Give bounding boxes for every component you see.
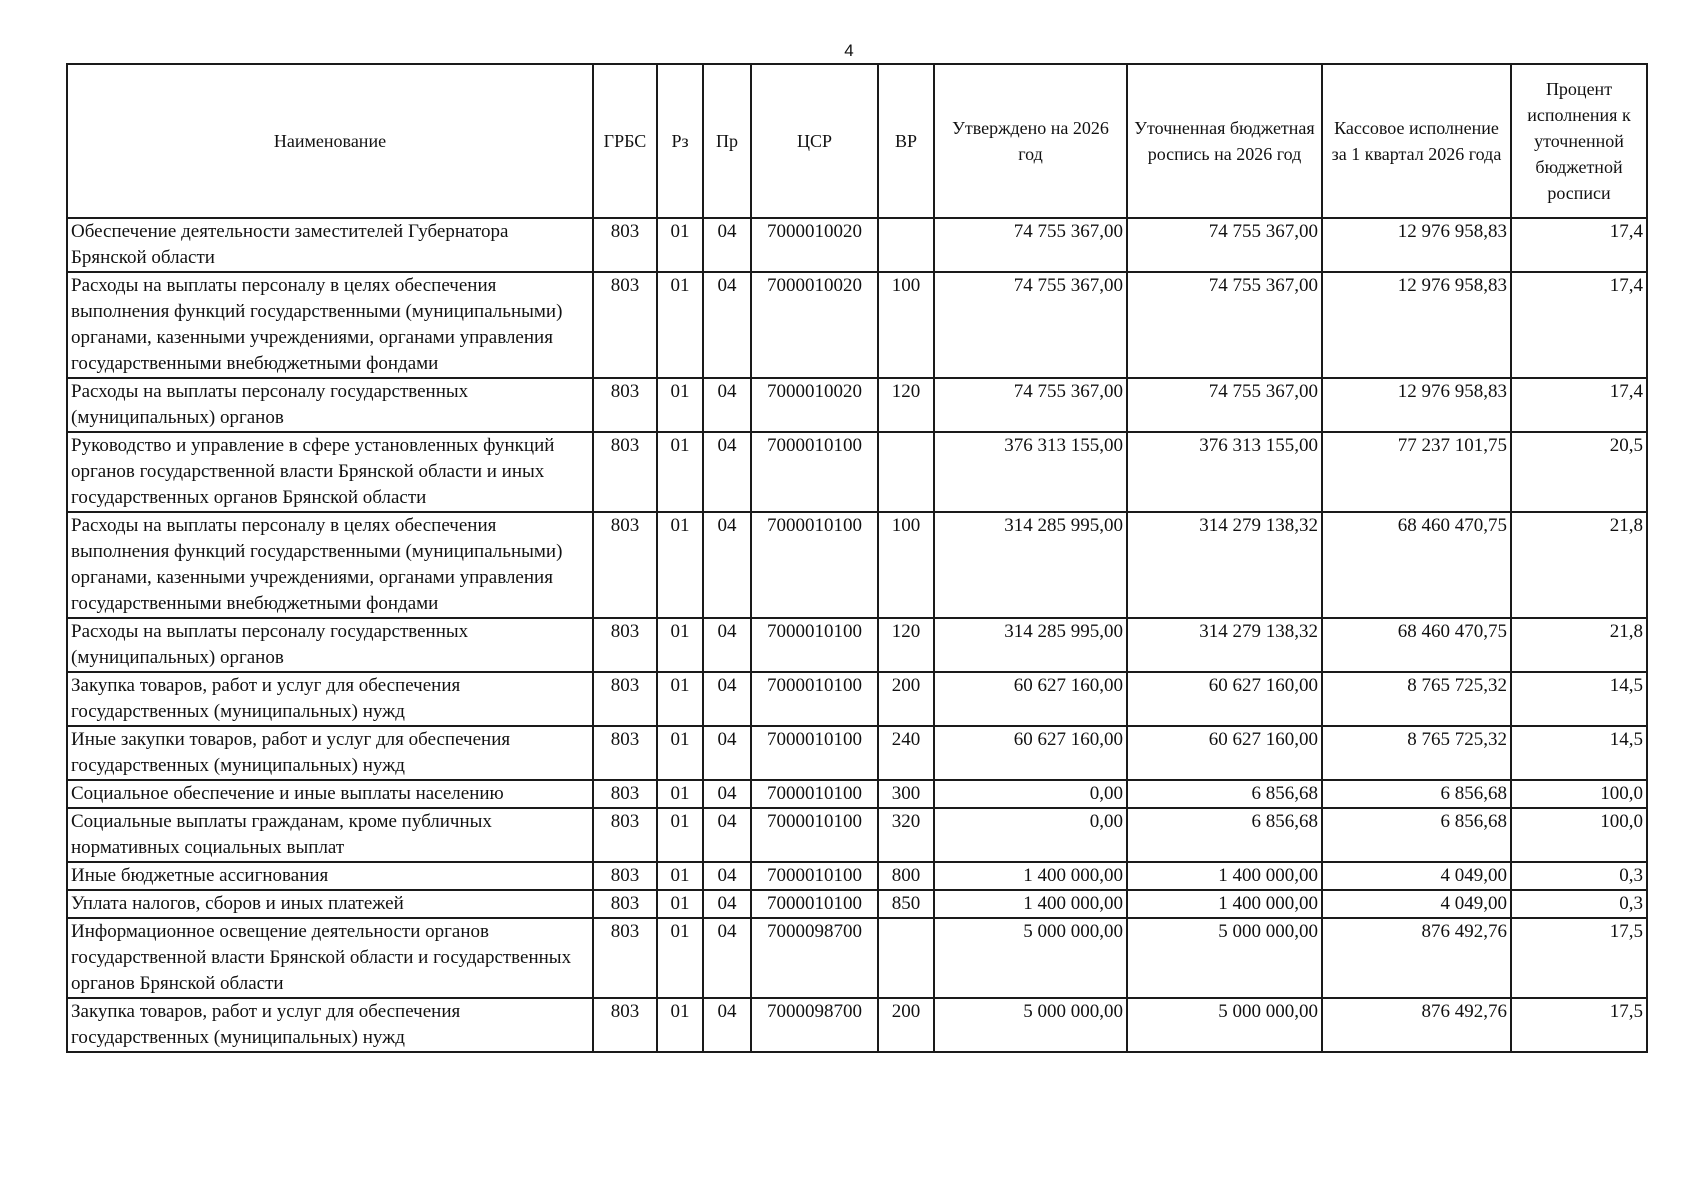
cell-name: Закупка товаров, работ и услуг для обеспечения государственных (муниципальных) нужд <box>67 672 593 726</box>
cell-cash: 6 856,68 <box>1322 808 1511 862</box>
cell-rz: 01 <box>657 890 703 918</box>
cell-csr: 7000098700 <box>751 918 878 998</box>
header-rz: Рз <box>657 64 703 218</box>
cell-vr: 200 <box>878 998 934 1052</box>
cell-cash: 6 856,68 <box>1322 780 1511 808</box>
table-row <box>67 918 1647 998</box>
cell-approved: 60 627 160,00 <box>934 672 1127 726</box>
cell-approved: 376 313 155,00 <box>934 432 1127 512</box>
header-csr: ЦСР <box>751 64 878 218</box>
cell-name: Расходы на выплаты персоналу в целях обеспечения выполнения функций государственными (муниципальными) органами, казенными учреждениями, органами управления государственными внебюджетными фондами <box>67 272 593 378</box>
cell-refined: 74 755 367,00 <box>1127 218 1322 272</box>
table-row <box>67 672 1647 726</box>
cell-percent: 21,8 <box>1511 618 1647 672</box>
cell-refined: 5 000 000,00 <box>1127 998 1322 1052</box>
cell-cash: 8 765 725,32 <box>1322 672 1511 726</box>
cell-cash: 68 460 470,75 <box>1322 512 1511 618</box>
cell-csr: 7000010100 <box>751 432 878 512</box>
cell-vr: 800 <box>878 862 934 890</box>
cell-csr: 7000010100 <box>751 808 878 862</box>
cell-cash: 876 492,76 <box>1322 918 1511 998</box>
cell-percent: 14,5 <box>1511 726 1647 780</box>
cell-pr: 04 <box>703 918 751 998</box>
cell-rz: 01 <box>657 432 703 512</box>
cell-vr: 240 <box>878 726 934 780</box>
cell-rz: 01 <box>657 998 703 1052</box>
cell-vr <box>878 218 934 272</box>
page-number: 4 <box>844 41 854 60</box>
cell-vr <box>878 918 934 998</box>
cell-percent: 17,4 <box>1511 378 1647 432</box>
cell-grbs: 803 <box>593 862 657 890</box>
cell-approved: 60 627 160,00 <box>934 726 1127 780</box>
cell-name: Руководство и управление в сфере установленных функций органов государственной власти Брянской области и иных государственных органов Брянской области <box>67 432 593 512</box>
cell-percent: 20,5 <box>1511 432 1647 512</box>
cell-name: Уплата налогов, сборов и иных платежей <box>67 890 593 918</box>
cell-cash: 4 049,00 <box>1322 862 1511 890</box>
cell-name: Обеспечение деятельности заместителей Губернатора Брянской области <box>67 218 593 272</box>
cell-refined: 314 279 138,32 <box>1127 512 1322 618</box>
header-pr: Пр <box>703 64 751 218</box>
cell-csr: 7000010020 <box>751 218 878 272</box>
cell-cash: 68 460 470,75 <box>1322 618 1511 672</box>
table-row <box>67 378 1647 432</box>
cell-approved: 0,00 <box>934 780 1127 808</box>
table-row <box>67 998 1647 1052</box>
cell-approved: 0,00 <box>934 808 1127 862</box>
cell-grbs: 803 <box>593 890 657 918</box>
cell-name: Информационное освещение деятельности органов государственной власти Брянской области и государственных органов Брянской области <box>67 918 593 998</box>
cell-rz: 01 <box>657 272 703 378</box>
cell-rz: 01 <box>657 512 703 618</box>
cell-grbs: 803 <box>593 726 657 780</box>
cell-percent: 14,5 <box>1511 672 1647 726</box>
cell-pr: 04 <box>703 432 751 512</box>
cell-vr: 120 <box>878 378 934 432</box>
cell-approved: 1 400 000,00 <box>934 890 1127 918</box>
cell-refined: 6 856,68 <box>1127 780 1322 808</box>
cell-grbs: 803 <box>593 672 657 726</box>
cell-approved: 1 400 000,00 <box>934 862 1127 890</box>
header-grbs: ГРБС <box>593 64 657 218</box>
cell-refined: 60 627 160,00 <box>1127 672 1322 726</box>
cell-grbs: 803 <box>593 272 657 378</box>
table-header-row <box>67 64 1647 218</box>
cell-grbs: 803 <box>593 432 657 512</box>
cell-refined: 314 279 138,32 <box>1127 618 1322 672</box>
cell-cash: 12 976 958,83 <box>1322 272 1511 378</box>
cell-pr: 04 <box>703 862 751 890</box>
cell-name: Закупка товаров, работ и услуг для обеспечения государственных (муниципальных) нужд <box>67 998 593 1052</box>
table-row <box>67 218 1647 272</box>
cell-refined: 376 313 155,00 <box>1127 432 1322 512</box>
cell-vr: 100 <box>878 272 934 378</box>
cell-approved: 314 285 995,00 <box>934 618 1127 672</box>
cell-vr: 120 <box>878 618 934 672</box>
cell-rz: 01 <box>657 672 703 726</box>
cell-rz: 01 <box>657 918 703 998</box>
cell-percent: 100,0 <box>1511 780 1647 808</box>
budget-execution-table <box>66 63 1648 1053</box>
cell-rz: 01 <box>657 726 703 780</box>
header-cash-execution: Кассовое исполнение за 1 квартал 2026 года <box>1322 64 1511 218</box>
cell-pr: 04 <box>703 618 751 672</box>
cell-refined: 5 000 000,00 <box>1127 918 1322 998</box>
cell-cash: 12 976 958,83 <box>1322 218 1511 272</box>
cell-grbs: 803 <box>593 998 657 1052</box>
cell-pr: 04 <box>703 272 751 378</box>
cell-name: Расходы на выплаты персоналу в целях обеспечения выполнения функций государственными (муниципальными) органами, казенными учреждениями, органами управления государственными внебюджетными фондами <box>67 512 593 618</box>
cell-approved: 314 285 995,00 <box>934 512 1127 618</box>
header-name: Наименование <box>67 64 593 218</box>
table-row <box>67 862 1647 890</box>
cell-name: Социальные выплаты гражданам, кроме публичных нормативных социальных выплат <box>67 808 593 862</box>
table-row <box>67 780 1647 808</box>
cell-rz: 01 <box>657 780 703 808</box>
table-row <box>67 726 1647 780</box>
cell-vr: 300 <box>878 780 934 808</box>
cell-percent: 100,0 <box>1511 808 1647 862</box>
cell-grbs: 803 <box>593 218 657 272</box>
cell-pr: 04 <box>703 218 751 272</box>
cell-pr: 04 <box>703 808 751 862</box>
cell-refined: 1 400 000,00 <box>1127 862 1322 890</box>
cell-pr: 04 <box>703 998 751 1052</box>
cell-csr: 7000010100 <box>751 780 878 808</box>
cell-grbs: 803 <box>593 918 657 998</box>
cell-approved: 5 000 000,00 <box>934 998 1127 1052</box>
cell-csr: 7000010100 <box>751 726 878 780</box>
header-refined: Уточненная бюджетная роспись на 2026 год <box>1127 64 1322 218</box>
cell-refined: 74 755 367,00 <box>1127 378 1322 432</box>
cell-refined: 6 856,68 <box>1127 808 1322 862</box>
cell-csr: 7000010100 <box>751 862 878 890</box>
cell-approved: 5 000 000,00 <box>934 918 1127 998</box>
table-row <box>67 618 1647 672</box>
cell-vr: 320 <box>878 808 934 862</box>
cell-percent: 17,4 <box>1511 272 1647 378</box>
cell-cash: 4 049,00 <box>1322 890 1511 918</box>
cell-percent: 17,5 <box>1511 918 1647 998</box>
cell-name: Иные закупки товаров, работ и услуг для обеспечения государственных (муниципальных) нужд <box>67 726 593 780</box>
cell-refined: 74 755 367,00 <box>1127 272 1322 378</box>
cell-pr: 04 <box>703 672 751 726</box>
cell-percent: 21,8 <box>1511 512 1647 618</box>
cell-approved: 74 755 367,00 <box>934 272 1127 378</box>
cell-percent: 17,5 <box>1511 998 1647 1052</box>
table-row <box>67 272 1647 378</box>
cell-name: Социальное обеспечение и иные выплаты населению <box>67 780 593 808</box>
cell-grbs: 803 <box>593 378 657 432</box>
cell-csr: 7000010100 <box>751 512 878 618</box>
cell-csr: 7000010100 <box>751 618 878 672</box>
cell-approved: 74 755 367,00 <box>934 218 1127 272</box>
cell-name: Расходы на выплаты персоналу государственных (муниципальных) органов <box>67 618 593 672</box>
cell-cash: 876 492,76 <box>1322 998 1511 1052</box>
cell-rz: 01 <box>657 862 703 890</box>
cell-vr <box>878 432 934 512</box>
cell-name: Расходы на выплаты персоналу государственных (муниципальных) органов <box>67 378 593 432</box>
cell-name: Иные бюджетные ассигнования <box>67 862 593 890</box>
cell-csr: 7000098700 <box>751 998 878 1052</box>
cell-percent: 0,3 <box>1511 862 1647 890</box>
cell-grbs: 803 <box>593 512 657 618</box>
cell-pr: 04 <box>703 780 751 808</box>
header-approved: Утверждено на 2026 год <box>934 64 1127 218</box>
cell-rz: 01 <box>657 808 703 862</box>
cell-rz: 01 <box>657 618 703 672</box>
cell-percent: 17,4 <box>1511 218 1647 272</box>
cell-approved: 74 755 367,00 <box>934 378 1127 432</box>
cell-cash: 12 976 958,83 <box>1322 378 1511 432</box>
cell-pr: 04 <box>703 512 751 618</box>
cell-pr: 04 <box>703 726 751 780</box>
cell-cash: 77 237 101,75 <box>1322 432 1511 512</box>
cell-csr: 7000010020 <box>751 272 878 378</box>
cell-grbs: 803 <box>593 780 657 808</box>
table-row <box>67 512 1647 618</box>
cell-refined: 1 400 000,00 <box>1127 890 1322 918</box>
cell-percent: 0,3 <box>1511 890 1647 918</box>
cell-rz: 01 <box>657 218 703 272</box>
cell-vr: 850 <box>878 890 934 918</box>
cell-cash: 8 765 725,32 <box>1322 726 1511 780</box>
cell-csr: 7000010100 <box>751 672 878 726</box>
cell-rz: 01 <box>657 378 703 432</box>
table-row <box>67 808 1647 862</box>
cell-csr: 7000010020 <box>751 378 878 432</box>
cell-pr: 04 <box>703 378 751 432</box>
cell-grbs: 803 <box>593 618 657 672</box>
cell-pr: 04 <box>703 890 751 918</box>
cell-vr: 200 <box>878 672 934 726</box>
cell-grbs: 803 <box>593 808 657 862</box>
cell-csr: 7000010100 <box>751 890 878 918</box>
table-row <box>67 432 1647 512</box>
header-vr: ВР <box>878 64 934 218</box>
cell-vr: 100 <box>878 512 934 618</box>
table-row <box>67 890 1647 918</box>
header-execution-percent: Процент исполнения к уточненной бюджетной росписи <box>1511 64 1647 218</box>
cell-refined: 60 627 160,00 <box>1127 726 1322 780</box>
